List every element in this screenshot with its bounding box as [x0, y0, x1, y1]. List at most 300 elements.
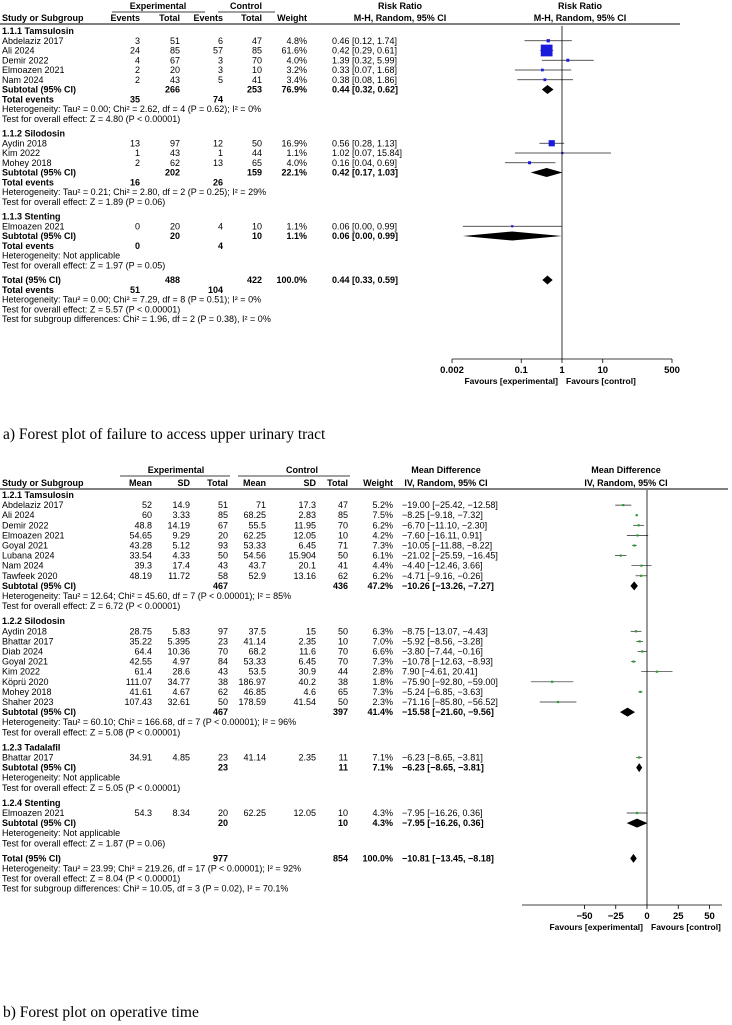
study-square	[638, 756, 640, 758]
study-name: Köprü 2020	[2, 676, 49, 687]
cell-value: 68.2	[248, 646, 266, 657]
footer-text: Test for overall effect: Z = 8.04 (P < 0.00001)	[2, 873, 181, 884]
cell-value: 55.5	[248, 520, 266, 531]
x-tick-label: 1	[559, 365, 565, 376]
study-square	[633, 544, 635, 546]
cell-value: 3	[134, 35, 140, 46]
cell-value: 50	[217, 697, 228, 707]
cell-ci: −21.02 [−25.59, −16.45]	[402, 550, 498, 561]
caption-b: b) Forest plot on operative time	[3, 1004, 199, 1021]
study-square	[549, 140, 555, 146]
cell-value: 1	[217, 148, 223, 158]
cell-value: 20	[169, 231, 180, 241]
cell-weight: 4.3%	[372, 818, 393, 829]
header-col: SD	[303, 478, 316, 488]
subgroup-title: 1.1.3 Stenting	[2, 211, 61, 222]
cell-value: 68.25	[243, 510, 266, 521]
cell-weight: 100.0%	[276, 275, 307, 285]
subtotal-label: Subtotal (95% CI)	[2, 231, 77, 241]
cell-value: 54.56	[243, 550, 266, 561]
cell-value: 53.5	[248, 666, 266, 677]
cell-value: 0	[134, 240, 140, 251]
study-square	[639, 640, 641, 642]
study-name: Bhattar 2017	[2, 752, 54, 763]
cell-value: 11	[338, 752, 348, 763]
cell-weight: 7.3%	[372, 686, 393, 697]
cell-value: 13	[212, 157, 223, 168]
study-name: Goyal 2021	[2, 540, 49, 551]
cell-value: 85	[217, 510, 228, 521]
subtotal-label: Subtotal (95% CI)	[2, 580, 77, 591]
header-weight: Weight	[363, 478, 393, 488]
cell-value: 33.54	[129, 550, 152, 561]
cell-ci: 1.39 [0.32, 5.99]	[332, 55, 398, 66]
study-name: Abdelaziz 2017	[2, 35, 64, 46]
cell-value: 62.25	[243, 808, 266, 818]
cell-value: 65	[251, 157, 262, 168]
cell-value: 30.9	[298, 666, 316, 677]
cell-value: 51	[217, 500, 228, 511]
cell-value: 488	[164, 275, 180, 285]
cell-value: 35.22	[129, 636, 152, 647]
study-name: Elmoazen 2021	[2, 65, 65, 75]
cell-value: 40.2	[298, 676, 316, 687]
cell-value: 23	[217, 752, 228, 763]
study-square	[638, 524, 640, 526]
forest-plot-a	[0, 1, 680, 386]
cell-value: 10	[337, 636, 348, 647]
cell-weight: 4.4%	[372, 560, 393, 571]
x-tick-label: 0.002	[440, 365, 464, 376]
x-tick-label: −25	[607, 911, 624, 922]
cell-value: 422	[246, 275, 262, 285]
cell-value: 10	[251, 231, 262, 241]
footer-text: Test for subgroup differences: Chi² = 1.96, df = 2 (P = 0.38), I² = 0%	[2, 314, 271, 324]
subtotal-label: Subtotal (95% CI)	[2, 818, 77, 829]
cell-value: 70	[217, 646, 228, 657]
cell-value: 62.25	[243, 530, 266, 541]
cell-value: 10	[251, 221, 262, 232]
caption-a: a) Forest plot of failure to access upper urinary tract	[3, 426, 326, 443]
events-label: Total events	[2, 284, 54, 295]
heterogeneity-text: Heterogeneity: Tau² = 0.00; Chi² = 2.62, df = 4 (P = 0.62); I² = 0%	[2, 104, 262, 114]
cell-ci: −19.00 [−25.42, −12.58]	[402, 500, 498, 511]
cell-ci: 7.90 [−4.61, 20.41]	[402, 666, 478, 677]
cell-weight: 6.2%	[372, 570, 393, 581]
cell-value: 17.3	[298, 500, 316, 511]
cell-ci: −8.75 [−13.07, −4.43]	[402, 626, 488, 637]
study-name: Bhattar 2017	[2, 636, 54, 647]
favours-left: Favours [experimental]	[549, 922, 643, 932]
cell-value: 28.6	[172, 666, 190, 677]
cell-value: 12.05	[293, 808, 316, 818]
cell-value: 4	[217, 221, 223, 232]
overall-test-text: Test for overall effect: Z = 1.87 (P = 0.06)	[2, 838, 166, 849]
cell-value: 43.7	[248, 560, 266, 571]
cell-value: 43	[169, 74, 180, 85]
cell-value: 2	[134, 74, 140, 85]
cell-weight: 4.2%	[372, 530, 393, 541]
overall-test-text: Test for overall effect: Z = 1.97 (P = 0.05)	[2, 260, 166, 271]
cell-ci: −6.23 [−8.65, −3.81]	[402, 752, 483, 763]
cell-ci: −7.60 [−16.11, 0.91]	[402, 530, 482, 541]
cell-ci: −75.90 [−92.80, −59.00]	[402, 676, 498, 687]
cell-value: 854	[332, 853, 348, 864]
x-tick-label: 500	[664, 365, 680, 376]
cell-value: 202	[164, 167, 180, 178]
study-square	[551, 681, 553, 683]
cell-value: 5.12	[172, 540, 190, 551]
study-square	[636, 812, 638, 814]
header-col: Mean	[128, 478, 152, 488]
overall-test-text: Test for overall effect: Z = 1.89 (P = 0.06)	[2, 196, 166, 207]
study-name: Tawfeek 2020	[2, 570, 58, 581]
study-square	[640, 565, 642, 567]
cell-value: 0	[134, 221, 140, 232]
study-name: Nam 2024	[2, 560, 44, 571]
cell-ci: 0.44 [0.32, 0.62]	[332, 84, 399, 95]
header-effect: Mean Difference	[411, 465, 481, 475]
cell-value: 41	[251, 74, 262, 85]
subgroup-title: 1.2.1 Tamsulosin	[2, 490, 74, 500]
study-square	[620, 555, 622, 557]
cell-weight: 100.0%	[362, 853, 393, 864]
cell-ci: −4.40 [−12.46, 3.66]	[402, 560, 483, 571]
cell-value: 397	[332, 707, 348, 718]
cell-value: 4	[217, 240, 223, 251]
study-square	[528, 161, 531, 164]
cell-weight: 7.5%	[372, 510, 393, 521]
cell-value: 53.33	[243, 540, 266, 551]
cell-weight: 61.6%	[281, 45, 307, 56]
cell-value: 41.14	[243, 636, 266, 647]
cell-value: 52	[141, 500, 152, 511]
cell-value: 50	[337, 697, 348, 707]
cell-value: 43.28	[129, 540, 152, 551]
cell-value: 107.43	[124, 697, 152, 707]
cell-value: 266	[164, 84, 180, 95]
cell-weight: 1.1%	[286, 221, 307, 232]
footer-text: Heterogeneity: Tau² = 23.99; Chi² = 219.26, df = 17 (P < 0.00001); I² = 92%	[2, 863, 302, 874]
study-square	[543, 78, 546, 81]
cell-weight: 47.2%	[367, 580, 393, 591]
cell-ci: −71.16 [−85.80, −56.52]	[402, 697, 498, 707]
cell-value: 43	[169, 148, 180, 158]
study-square	[641, 650, 643, 652]
summary-diamond	[531, 168, 563, 177]
study-name: Goyal 2021	[2, 656, 49, 667]
overall-test-text: Test for overall effect: Z = 5.08 (P < 0.00001)	[2, 727, 181, 738]
x-tick-label: 0.1	[514, 365, 528, 376]
cell-ci: 1.02 [0.07, 15.84]	[332, 148, 403, 158]
cell-value: 5.395	[167, 636, 190, 647]
header-col: Events	[193, 13, 223, 23]
cell-value: 4.97	[172, 656, 190, 667]
cell-value: 14.9	[172, 500, 190, 511]
header-control: Control	[286, 465, 318, 475]
cell-value: 51	[129, 284, 140, 295]
header-col: Total	[207, 478, 228, 488]
cell-value: 436	[332, 580, 348, 591]
cell-value: 11.95	[294, 520, 316, 531]
study-square	[541, 69, 544, 72]
study-name: Ali 2024	[2, 510, 35, 521]
cell-value: 48.8	[134, 520, 152, 531]
study-name: Elmoazen 2021	[2, 808, 65, 818]
header-plot-method: IV, Random, 95% CI	[584, 478, 668, 488]
cell-ci: −5.92 [−8.56, −3.28]	[402, 636, 483, 647]
subgroup-title: 1.2.3 Tadalafil	[2, 742, 61, 753]
cell-value: 35	[129, 94, 140, 105]
cell-value: 20	[217, 808, 228, 818]
cell-value: 20	[169, 221, 180, 232]
subgroup-title: 1.2.4 Stenting	[2, 797, 61, 808]
cell-value: 26	[212, 177, 223, 188]
x-tick-label: −50	[576, 911, 593, 922]
summary-diamond	[542, 85, 554, 94]
header-col: Total	[327, 478, 348, 488]
cell-value: 14.19	[167, 520, 190, 531]
cell-weight: 6.6%	[372, 646, 393, 657]
cell-value: 6.45	[298, 540, 316, 551]
cell-value: 20	[217, 530, 228, 541]
x-tick-label: 10	[597, 365, 609, 376]
cell-value: 13	[129, 138, 140, 149]
study-name: Elmoazen 2021	[2, 530, 65, 541]
cell-value: 64.4	[134, 646, 152, 657]
header-col: Total	[241, 13, 262, 23]
cell-value: 4.6	[303, 686, 316, 697]
cell-ci: 0.56 [0.28, 1.13]	[332, 138, 398, 149]
cell-ci: 0.06 [0.00, 0.99]	[332, 221, 398, 232]
cell-value: 2	[134, 65, 140, 75]
cell-value: 10	[337, 818, 348, 829]
header-weight: Weight	[277, 13, 307, 23]
header-study: Study or Subgroup	[2, 478, 84, 488]
cell-value: 50	[337, 626, 348, 637]
cell-value: 43	[217, 560, 228, 571]
cell-value: 57	[212, 45, 223, 56]
cell-ci: 0.06 [0.00, 0.99]	[332, 231, 399, 241]
x-tick-label: 0	[644, 911, 650, 922]
favours-left: Favours [experimental]	[464, 376, 558, 386]
subgroup-title: 1.1.2 Silodosin	[2, 128, 66, 139]
cell-value: 467	[212, 707, 228, 718]
heterogeneity-text: Heterogeneity: Not applicable	[2, 250, 121, 261]
events-label: Total events	[2, 240, 54, 251]
cell-weight: 22.1%	[281, 167, 307, 178]
summary-diamond	[630, 854, 637, 863]
cell-value: 34.91	[129, 752, 152, 763]
cell-value: 3	[217, 65, 223, 75]
study-square	[541, 45, 553, 57]
overall-test-text: Test for overall effect: Z = 4.80 (P < 0.00001)	[2, 113, 181, 124]
cell-value: 37.5	[248, 626, 266, 637]
cell-value: 97	[169, 138, 180, 149]
subgroup-title: 1.2.2 Silodosin	[2, 616, 66, 627]
header-study: Study or Subgroup	[2, 13, 84, 23]
footer-text: Heterogeneity: Tau² = 0.00; Chi² = 7.29, df = 8 (P = 0.51); I² = 0%	[2, 294, 262, 305]
cell-weight: 4.8%	[286, 35, 307, 46]
cell-value: 85	[251, 45, 262, 56]
study-name: Ali 2024	[2, 45, 35, 56]
cell-value: 74	[212, 94, 223, 105]
cell-value: 17.4	[172, 560, 190, 571]
cell-value: 70	[337, 520, 348, 531]
cell-value: 47	[337, 500, 348, 511]
cell-weight: 3.2%	[286, 65, 307, 75]
cell-ci: 0.42 [0.17, 1.03]	[332, 167, 399, 178]
cell-value: 104	[207, 284, 223, 295]
cell-value: 50	[337, 550, 348, 561]
header-plot-title: Mean Difference	[591, 465, 661, 475]
heterogeneity-text: Heterogeneity: Not applicable	[2, 828, 121, 839]
cell-weight: 7.1%	[372, 752, 393, 763]
cell-value: 20	[217, 818, 228, 829]
cell-value: 85	[169, 45, 180, 56]
cell-value: 2.35	[298, 752, 316, 763]
cell-value: 9.29	[172, 530, 190, 541]
cell-value: 2.35	[298, 636, 316, 647]
heterogeneity-text: Heterogeneity: Tau² = 12.64; Chi² = 45.60, df = 7 (P < 0.00001); I² = 85%	[2, 591, 292, 601]
study-name: Kim 2022	[2, 666, 41, 677]
cell-value: 4	[134, 55, 140, 66]
cell-weight: 5.2%	[372, 500, 393, 511]
cell-value: 2	[134, 157, 140, 168]
header-effect-method: IV, Random, 95% CI	[404, 478, 488, 488]
study-square	[639, 691, 641, 693]
study-square	[635, 630, 637, 632]
summary-diamond	[636, 763, 642, 772]
cell-value: 52.9	[248, 570, 266, 581]
cell-weight: 6.1%	[372, 550, 393, 561]
cell-weight: 4.0%	[286, 55, 307, 66]
cell-value: 253	[246, 84, 262, 95]
cell-value: 13.16	[293, 570, 316, 581]
cell-weight: 41.4%	[367, 707, 393, 718]
cell-value: 85	[337, 510, 348, 521]
cell-value: 39.3	[134, 560, 152, 571]
cell-ci: −10.78 [−12.63, −8.93]	[402, 656, 493, 667]
cell-ci: 0.44 [0.33, 0.59]	[332, 275, 399, 285]
study-name: Lubana 2024	[2, 550, 55, 561]
cell-ci: −10.26 [−13.26, −7.27]	[402, 580, 494, 591]
total-label: Total (95% CI)	[2, 275, 61, 285]
heterogeneity-text: Heterogeneity: Not applicable	[2, 772, 121, 783]
events-label: Total events	[2, 94, 54, 105]
cell-value: 50	[217, 550, 228, 561]
cell-value: 62	[217, 686, 228, 697]
cell-weight: 7.1%	[372, 762, 393, 773]
cell-value: 60	[141, 510, 152, 521]
subtotal-label: Subtotal (95% CI)	[2, 762, 77, 773]
heterogeneity-text: Heterogeneity: Tau² = 0.21; Chi² = 2.80, df = 2 (P = 0.25); I² = 29%	[2, 187, 267, 197]
cell-value: 10.36	[167, 646, 190, 657]
cell-value: 10	[251, 65, 262, 75]
cell-value: 10	[337, 808, 348, 818]
study-name: Demir 2022	[2, 55, 49, 66]
cell-value: 3.33	[172, 510, 190, 521]
cell-ci: 0.33 [0.07, 1.68]	[332, 65, 398, 75]
header-experimental: Experimental	[129, 1, 187, 11]
events-label: Total events	[2, 177, 54, 188]
header-col: Mean	[242, 478, 266, 488]
cell-value: 11.72	[168, 570, 190, 581]
study-square	[636, 534, 638, 536]
cell-value: 11.6	[299, 646, 316, 657]
study-name: Aydin 2018	[2, 138, 47, 149]
study-name: Diab 2024	[2, 646, 44, 657]
cell-value: 977	[212, 853, 228, 864]
heterogeneity-text: Heterogeneity: Tau² = 60.10; Chi² = 166.68, df = 7 (P < 0.00001); I² = 96%	[2, 717, 297, 728]
cell-value: 1	[134, 148, 140, 158]
cell-value: 12	[212, 138, 223, 149]
summary-diamond	[627, 819, 648, 828]
cell-value: 46.85	[243, 686, 266, 697]
cell-ci: 0.38 [0.08, 1.86]	[332, 74, 398, 85]
study-square	[557, 701, 559, 703]
subgroup-title: 1.1.1 Tamsulosin	[2, 26, 74, 36]
cell-value: 15.904	[288, 550, 316, 561]
cell-value: 41	[337, 560, 348, 571]
study-name: Shaher 2023	[2, 697, 54, 707]
cell-weight: 4.3%	[372, 808, 393, 818]
summary-diamond	[463, 232, 562, 241]
subtotal-label: Subtotal (95% CI)	[2, 167, 77, 178]
cell-value: 41.54	[293, 697, 316, 707]
cell-value: 8.34	[172, 808, 190, 818]
cell-value: 48.19	[129, 570, 152, 581]
cell-value: 51	[169, 35, 180, 46]
header-col: SD	[177, 478, 190, 488]
footer-text: Test for overall effect: Z = 5.57 (P < 0.00001)	[2, 304, 181, 315]
cell-value: 32.61	[167, 697, 190, 707]
cell-value: 65	[337, 686, 348, 697]
summary-diamond	[630, 581, 637, 590]
cell-value: 11	[338, 762, 348, 773]
header-plot-method: M-H, Random, 95% CI	[533, 13, 627, 23]
cell-ci: −7.95 [−16.26, 0.36]	[402, 808, 483, 818]
cell-ci: −10.81 [−13.45, −8.18]	[402, 853, 494, 864]
cell-value: 71	[337, 540, 348, 551]
cell-weight: 16.9%	[281, 138, 307, 149]
study-name: Demir 2022	[2, 520, 49, 531]
cell-value: 4.33	[172, 550, 190, 561]
cell-value: 16	[129, 177, 140, 188]
cell-value: 5.83	[172, 626, 190, 637]
cell-value: 38	[217, 676, 228, 687]
cell-value: 4.67	[172, 686, 190, 697]
study-square	[566, 59, 569, 62]
favours-right: Favours [control]	[651, 922, 721, 932]
header-control: Control	[230, 1, 262, 11]
cell-weight: 7.3%	[372, 540, 393, 551]
cell-value: 15	[305, 626, 316, 637]
cell-value: 70	[337, 656, 348, 667]
cell-ci: −3.80 [−7.44, −0.16]	[402, 646, 483, 657]
cell-value: 71	[255, 500, 266, 511]
study-name: Nam 2024	[2, 74, 44, 85]
cell-value: 84	[217, 656, 228, 667]
cell-value: 44	[337, 666, 348, 677]
cell-ci: 0.16 [0.04, 0.69]	[332, 157, 398, 168]
study-square	[547, 39, 550, 42]
cell-value: 58	[217, 570, 228, 581]
cell-value: 97	[217, 626, 228, 637]
cell-value: 62	[337, 570, 348, 581]
cell-value: 6.45	[298, 656, 316, 667]
cell-value: 20.1	[298, 560, 316, 571]
